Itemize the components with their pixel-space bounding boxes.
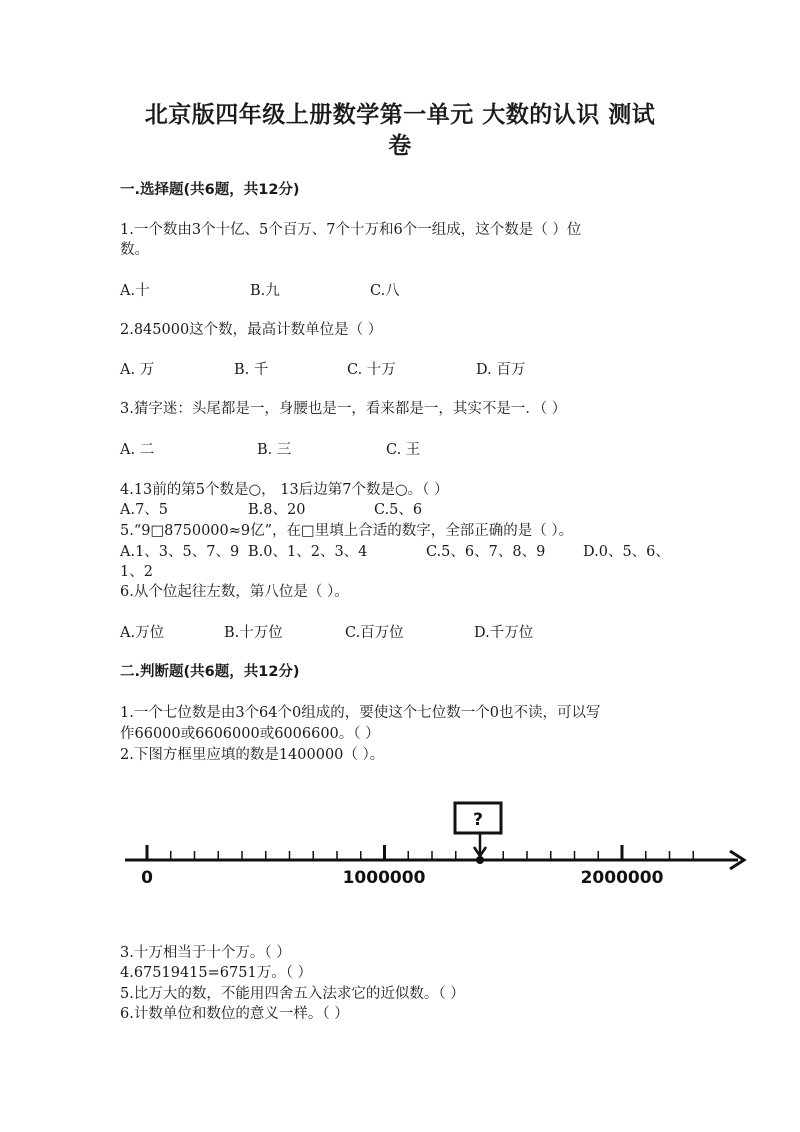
number-line-label-0: 0	[141, 868, 153, 888]
question-3-text: 3.猜字迷：头尾都是一，身腰也是一，看来都是一，其实不是一．（ ）	[120, 401, 567, 417]
question-2-option-b[interactable]: B. 千	[234, 362, 269, 378]
judge-1-text-line2: 作66000或6606000或6006600。（ ）	[120, 726, 380, 742]
judge-4-text: 4.67519415=6751万。（ ）	[120, 965, 313, 981]
question-1-option-c[interactable]: C.八	[370, 283, 400, 299]
question-3-option-a[interactable]: A. 二	[120, 442, 155, 458]
number-line-label-2000000: 2000000	[580, 868, 664, 888]
question-2-text: 2.845000这个数，最高计数单位是（ ）	[120, 322, 383, 338]
question-1-option-a[interactable]: A.十	[120, 283, 150, 299]
question-2-option-d[interactable]: D. 百万	[476, 362, 526, 378]
question-4-text: 4.13前的第5个数是○， 13后边第7个数是○。（ ）	[120, 482, 449, 498]
question-5-option-c[interactable]: C.5、6、7、8、9	[426, 544, 546, 560]
judge-5-text: 5.比万大的数，不能用四舍五入法求它的近似数。（ ）	[120, 986, 465, 1002]
question-5-option-b[interactable]: B.0、1、2、3、4	[248, 544, 368, 560]
question-6-option-b[interactable]: B.十万位	[224, 625, 283, 641]
question-2-option-c[interactable]: C. 十万	[347, 362, 396, 378]
judge-2-text: 2.下图方框里应填的数是1400000（ ）。	[120, 747, 385, 763]
question-3-option-b[interactable]: B. 三	[257, 442, 292, 458]
question-5-text: 5.“9□8750000≈9亿”，在□里填上合适的数字，全部正确的是（ ）。	[120, 523, 574, 539]
question-1-option-b[interactable]: B.九	[250, 283, 280, 299]
answer-box-label: ?	[473, 810, 483, 830]
marked-point	[476, 856, 484, 864]
number-line-label-1000000: 1000000	[342, 868, 426, 888]
question-3-option-c[interactable]: C. 王	[386, 442, 421, 458]
question-5-option-a[interactable]: A.1、3、5、7、9	[120, 544, 240, 560]
question-1-text-line2: 数。	[120, 242, 149, 258]
judge-1-text-line1: 1.一个七位数是由3个64个0组成的，要使这个七位数一个0也不读，可以写	[120, 705, 601, 721]
page-title-line2: 卷	[388, 132, 412, 159]
question-5-option-d-continuation: 1、2	[120, 564, 153, 580]
number-line-figure	[0, 795, 800, 895]
judge-3-text: 3.十万相当于十个万。（ ）	[120, 945, 291, 961]
question-2-option-a[interactable]: A. 万	[120, 362, 155, 378]
judge-6-text: 6.计数单位和数位的意义一样。（ ）	[120, 1006, 349, 1022]
number-line-ticks	[147, 845, 693, 860]
question-6-option-c[interactable]: C.百万位	[345, 625, 404, 641]
question-1-text-line1: 1.一个数由3个十亿、5个百万、7个十万和6个一组成，这个数是（ ）位	[120, 222, 582, 238]
question-5-option-d[interactable]: D.0、5、6、	[583, 544, 670, 560]
question-6-option-d[interactable]: D.千万位	[474, 625, 534, 641]
page-title-line1: 北京版四年级上册数学第一单元 大数的认识 测试	[144, 101, 656, 128]
question-4-option-c[interactable]: C.5、6	[374, 502, 423, 518]
question-6-text: 6.从个位起往左数，第八位是（ ）。	[120, 584, 349, 600]
question-4-option-a[interactable]: A.7、5	[120, 502, 169, 518]
section-heading-choice: 一.选择题(共6题，共12分)	[120, 182, 300, 198]
question-4-option-b[interactable]: B.8、20	[248, 502, 306, 518]
section-heading-judgement: 二.判断题(共6题，共12分)	[120, 664, 300, 680]
question-6-option-a[interactable]: A.万位	[120, 625, 165, 641]
